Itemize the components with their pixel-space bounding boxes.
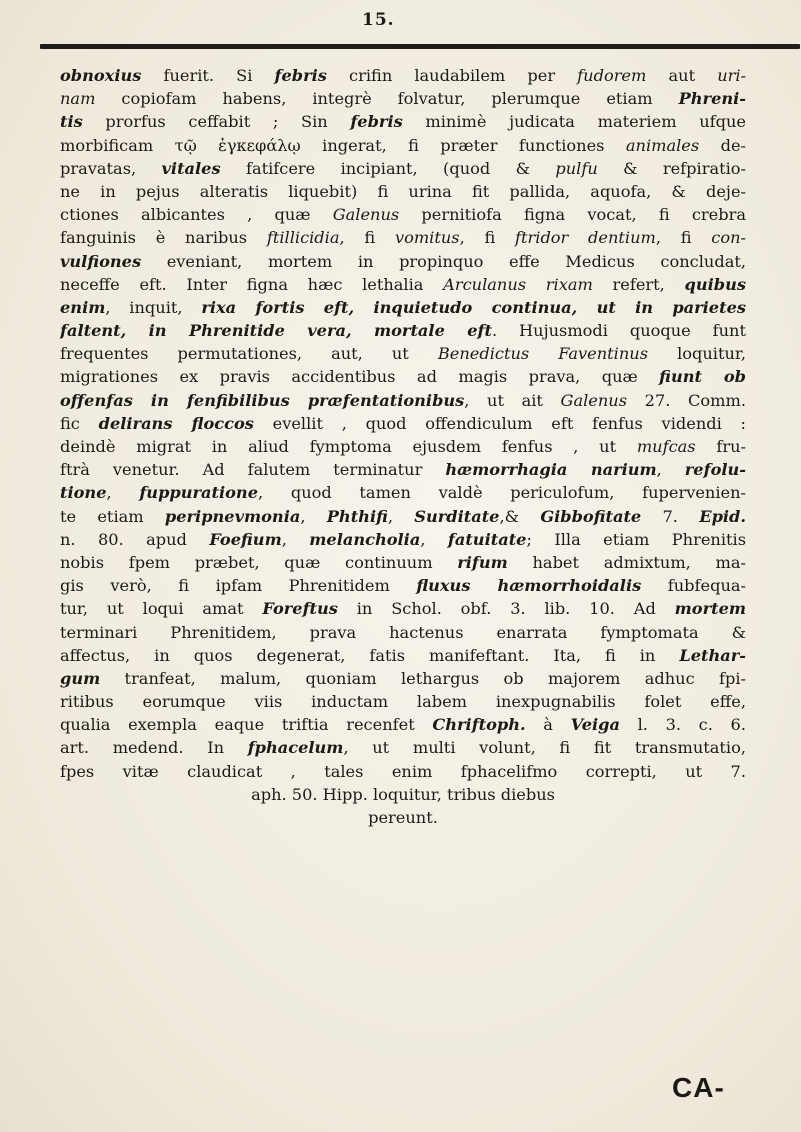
text-line: te etiam peripnevmonia, Phthifi, Surditate,& Gibbofitate 7. Epid. xyxy=(60,506,746,526)
text-line: nam copiofam habens, integrè folvatur, plerumque etiam Phreni- xyxy=(60,89,746,109)
text-line: pravatas, vitales fatifcere incipiant, (quod & pulfu & refpiratio- xyxy=(60,158,746,178)
text-line: enim, inquit, rixa fortis eft, inquietudo continua, ut in parietes xyxy=(60,297,746,317)
text-line: affectus, in quos degenerat, fatis manifeftant. Ita, fi in Lethar- xyxy=(60,645,746,665)
text-line: tione, fuppuratione, quod tamen valdè periculofum, fupervenien- xyxy=(60,483,746,503)
text-line: n. 80. apud Foefium, melancholia, fatuitate; Illa etiam Phrenitis xyxy=(60,529,746,549)
text-line: migrationes ex pravis accidentibus ad magis prava, quæ fiunt ob xyxy=(60,367,746,387)
text-line: ne in pejus alteratis liquebit) fi urina fit pallida, aquofa, & deje- xyxy=(60,181,746,201)
header-rule xyxy=(40,44,800,49)
page-number: 15. xyxy=(362,10,395,30)
body-text xyxy=(60,64,746,829)
text-line: nobis fpem præbet, quæ continuum rifum habet admixtum, ma- xyxy=(60,552,746,572)
text-line: tis prorfus ceffabit ; Sin febris minimè judicata materiem ufque xyxy=(60,112,746,132)
text-line: vulfiones eveniant, mortem in propinquo effe Medicus concludat, xyxy=(60,251,746,271)
text-line: offenfas in fenfibilibus præfentationibus, ut ait Galenus 27. Comm. xyxy=(60,390,746,410)
text-line: morbificam τῷ ἐγκεφάλῳ ingerat, fi præter functiones animales de- xyxy=(60,135,746,155)
text-line: gum tranfeat, malum, quoniam lethargus ob majorem adhuc fpi- xyxy=(60,668,746,688)
text-line: fanguinis è naribus ftillicidia, fi vomitus, fi ftridor dentium, fi con- xyxy=(60,228,746,248)
text-line: pereunt. xyxy=(368,808,438,827)
text-line: aph. 50. Hipp. loquitur, tribus diebus xyxy=(251,784,555,804)
text-line: deindè migrat in aliud fymptoma ejusdem fenfus , ut mufcas fru- xyxy=(60,437,746,456)
text-line: faltent, in Phrenitide vera, mortale eft. Hujusmodi quoque funt xyxy=(60,321,746,341)
text-line: ritibus eorumque viis inductam labem inexpugnabilis folet effe, xyxy=(60,692,746,712)
text-line: ftrà venetur. Ad falutem terminatur hæmorrhagia narium, refolu- xyxy=(60,460,746,480)
text-line: tur, ut loqui amat Foreftus in Schol. obf. 3. lib. 10. Ad mortem xyxy=(60,599,746,619)
text-line: qualia exempla eaque triftia recenfet Chriftoph. à Veiga l. 3. c. 6. xyxy=(60,715,746,735)
text-line: ctiones albicantes , quæ Galenus pernitiofa figna vocat, fi crebra xyxy=(60,205,746,225)
text-line: frequentes permutationes, aut, ut Benedictus Faventinus loquitur, xyxy=(60,344,746,364)
text-line: fic delirans floccos evellit , quod offendiculum eft fenfus videndi : xyxy=(60,413,746,433)
text-line: obnoxius fuerit. Si febris crifin laudabilem per fudorem aut uri- xyxy=(60,66,746,85)
text-line: neceffe eft. Inter figna hæc lethalia Arculanus rixam refert, quibus xyxy=(60,274,746,294)
text-line: art. medend. In fphacelum, ut multi volunt, fi fit transmutatio, xyxy=(60,738,746,758)
text-line: fpes vitæ claudicat , tales enim fphacelifmo correpti, ut 7. xyxy=(60,761,746,781)
catchword: CA- xyxy=(672,1072,725,1103)
text-line: terminari Phrenitidem, prava hactenus enarrata fymptomata & xyxy=(60,622,746,642)
text-line: gis verò, fi ipfam Phrenitidem fluxus hæmorrhoidalis fubfequa- xyxy=(60,576,746,596)
